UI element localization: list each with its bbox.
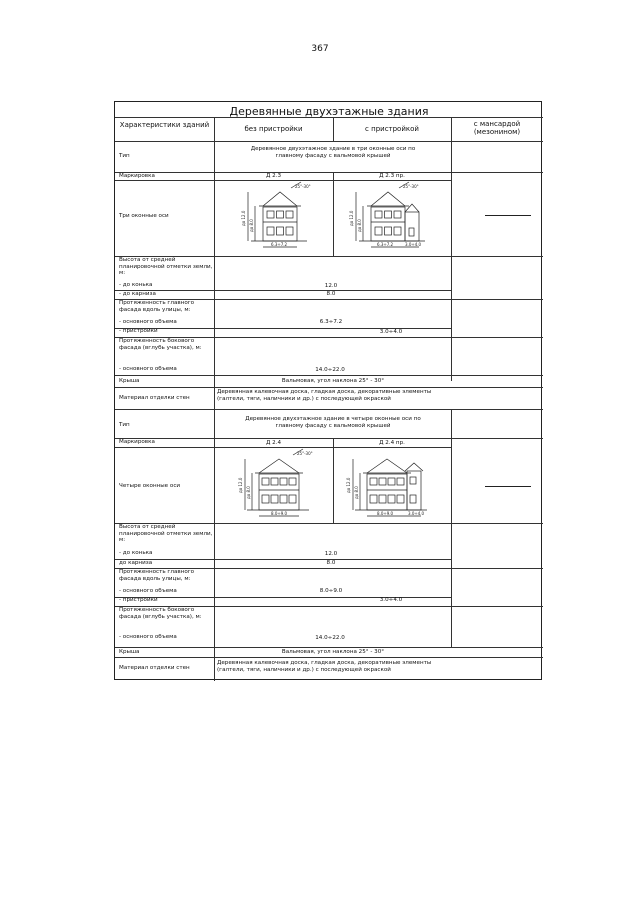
value-roof: Вальмовая, угол наклона 25° - 30°: [281, 649, 385, 655]
value-main-volume: 6.3÷7.2: [319, 319, 343, 325]
label-main-length: Протяженность главного фасада вдоль улицы, м:: [119, 300, 195, 313]
dim-width: 6.3÷7.2: [271, 242, 288, 247]
label-main-volume: - основного объема: [119, 588, 177, 594]
value-side-volume: 14.0÷22.0: [315, 367, 345, 373]
label-main-volume: - основного объема: [119, 319, 177, 325]
type-value: Деревянное двухэтажное здание в четыре оконные оси по главному фасаду с вальмовой крышей: [245, 416, 421, 429]
value-to-ridge: 12.0: [324, 551, 338, 557]
dim-height-ridge: до 12.0: [238, 477, 243, 493]
not-applicable-dash: [485, 215, 531, 216]
label-side-volume: - основного объема: [119, 366, 177, 372]
dim-angle: 25°-30°: [295, 184, 311, 189]
table-title: Деревянные двухэтажные здания: [229, 105, 429, 118]
dim-width: 8.0÷9.0: [377, 511, 394, 516]
facade-drawing-with-annex: [349, 182, 439, 252]
label-roof: Крыша: [119, 378, 140, 384]
value-annex: 3.0÷4.0: [379, 597, 403, 603]
label-marking: Маркировка: [119, 439, 155, 445]
dim-height-ridge: до 12.0: [346, 477, 351, 493]
label-to-ridge: - до конька: [119, 550, 153, 556]
label-to-cornice: до карниза: [119, 560, 153, 566]
dim-height-cornice: до 8.0: [357, 219, 362, 232]
page-number: 367: [311, 44, 329, 54]
header-no-annex: без пристройки: [244, 125, 303, 133]
label-annex: - пристройки: [119, 328, 158, 334]
header-with-mansard: с мансардой (мезонином): [473, 120, 521, 136]
dim-annex: 3.0÷4.0: [408, 511, 425, 516]
marking-no-annex: Д 2.3: [265, 173, 282, 179]
value-to-ridge: 12.0: [324, 283, 338, 289]
label-to-cornice: - до карниза: [119, 291, 156, 297]
value-annex: 3.0÷4.0: [379, 329, 403, 335]
value-roof: Вальмовая, угол наклона 25° - 30°: [281, 378, 385, 384]
label-side-length: Протяженность бокового фасада (вглубь участка), м:: [119, 338, 202, 351]
label-annex: - пристройки: [119, 597, 158, 603]
label-window-axes: Четыре оконные оси: [119, 483, 181, 489]
label-material: Материал отделки стен: [119, 665, 190, 671]
value-main-volume: 8.0÷9.0: [319, 588, 343, 594]
label-marking: Маркировка: [119, 173, 155, 179]
dim-angle: 25°-30°: [403, 184, 419, 189]
dim-width: 6.3÷7.2: [377, 242, 394, 247]
label-type: Тип: [119, 153, 130, 159]
header-characteristics: Характеристики зданий: [119, 121, 210, 129]
label-main-length: Протяженность главного фасада вдоль улицы, м:: [119, 569, 195, 582]
marking-no-annex: Д 2.4: [265, 440, 282, 446]
dim-height-cornice: до 8.0: [249, 219, 254, 232]
label-window-axes: Три оконные оси: [119, 213, 169, 219]
value-material: Деревянная калевочная доска, гладкая доска, декоративные элементы (галтели, тяги, наличники и др.) с последующей окраской: [217, 660, 432, 673]
dim-annex: 3.0÷4.0: [405, 242, 422, 247]
label-height: Высота от средней планировочной отметки земли, м:: [119, 257, 213, 277]
label-type: Тип: [119, 422, 130, 428]
building-characteristics-table: [114, 101, 542, 680]
header-with-annex: с пристройкой: [365, 125, 419, 133]
value-side-volume: 14.0÷22.0: [315, 635, 345, 641]
facade-drawing-with-annex: [347, 449, 447, 521]
marking-with-annex: Д 2.3 пр.: [379, 173, 405, 179]
value-material: Деревянная калевочная доска, гладкая доска, декоративные элементы (галтели, тяги, наличники и др.) с последующей окраской: [217, 389, 432, 402]
dim-height-cornice: до 8.0: [246, 486, 251, 499]
marking-with-annex: Д 2.4 пр.: [379, 440, 405, 446]
label-side-volume: - основного объема: [119, 634, 177, 640]
value-to-cornice: 8.0: [326, 291, 336, 297]
dim-angle: 25°-30°: [297, 451, 313, 456]
label-material: Материал отделки стен: [119, 395, 190, 401]
facade-drawing-no-annex: [241, 182, 321, 252]
label-roof: Крыша: [119, 649, 140, 655]
label-to-ridge: - до конька: [119, 282, 153, 288]
facade-drawing-no-annex: [239, 449, 323, 521]
dim-height-cornice: до 8.0: [354, 486, 359, 499]
dim-height-ridge: до 12.0: [241, 210, 246, 226]
label-side-length: Протяженность бокового фасада (вглубь участка), м:: [119, 607, 202, 620]
type-value: Деревянное двухэтажное здание в три оконные оси по главному фасаду с вальмовой крышей: [250, 146, 416, 159]
label-height: Высота от средней планировочной отметки земли, м:: [119, 524, 213, 544]
dim-height-ridge: до 12.0: [349, 210, 354, 226]
dim-width: 8.0÷9.0: [271, 511, 288, 516]
not-applicable-dash: [485, 486, 531, 487]
value-to-cornice: 8.0: [326, 560, 336, 566]
